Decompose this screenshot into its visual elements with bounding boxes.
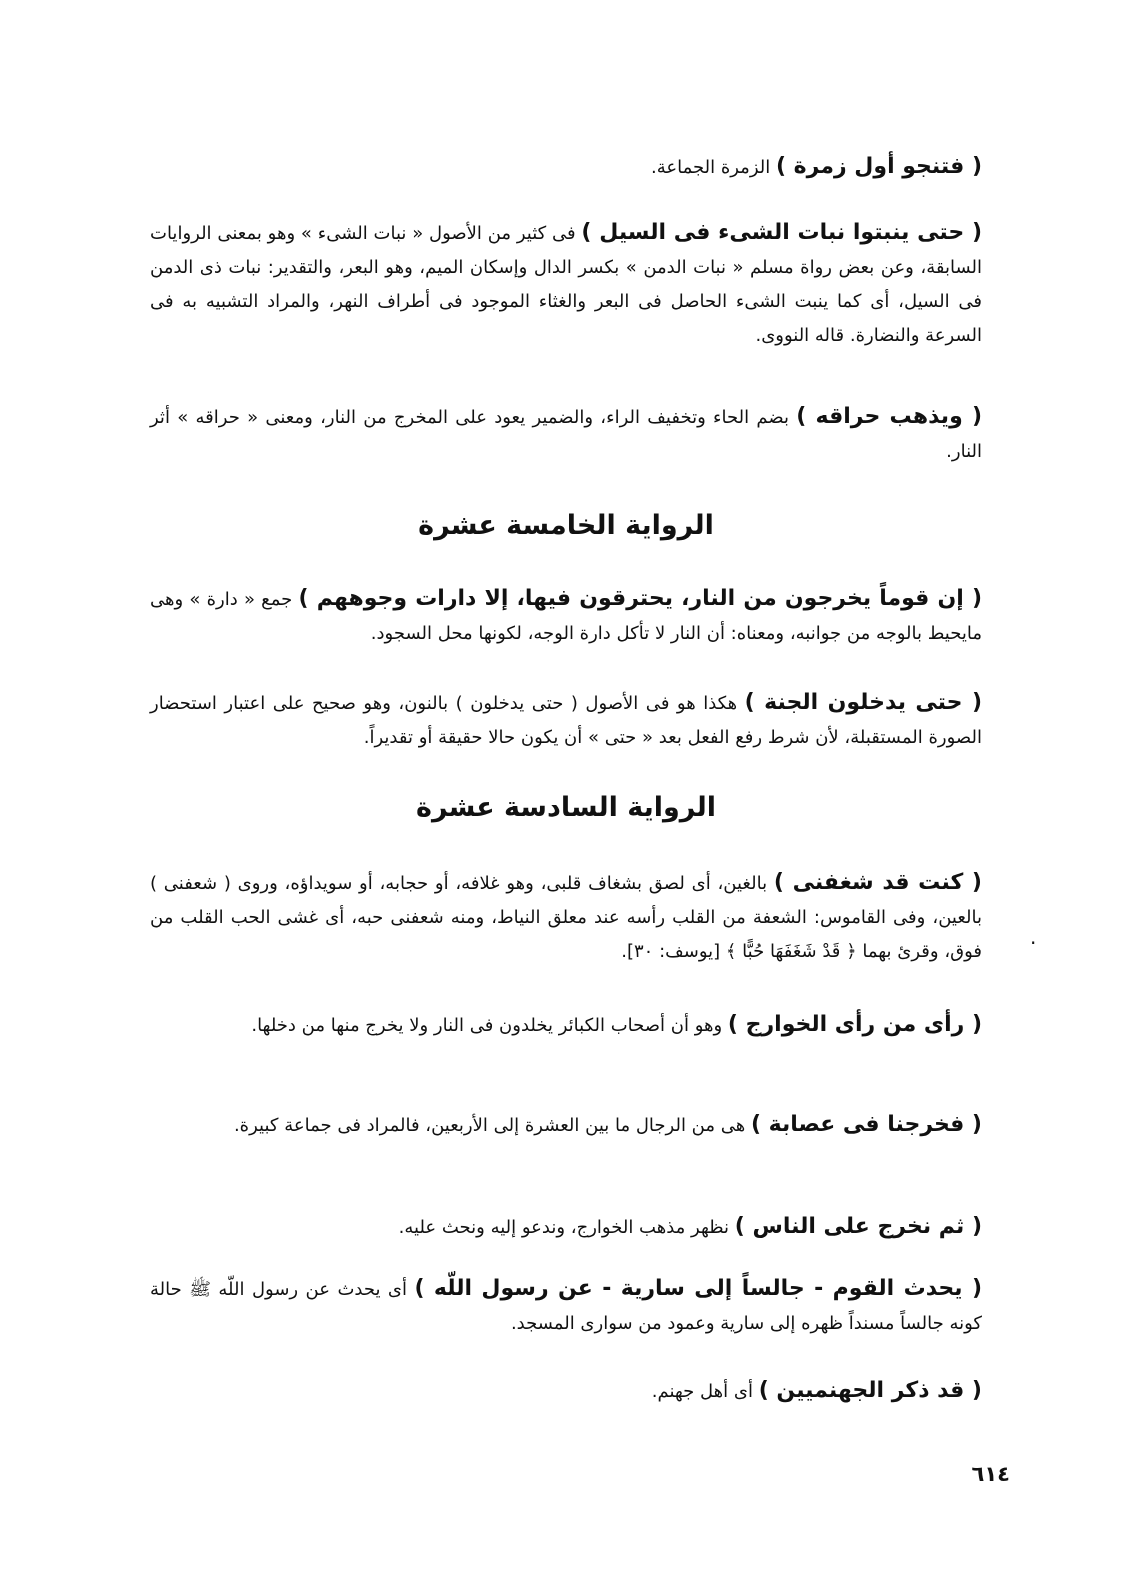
commentary: هكذا هو فى الأصول ( حتى يدخلون ) بالنون، وهو صحيح على اعتبار استحضار الصورة المستقبلة، لأن شرط رفع الفعل بعد « حتى » أن يكون حالا حقيقة أو تقديراً. [150,693,982,748]
paragraph-nabat [150,216,982,353]
paragraph-zumra [150,150,982,185]
page-number: ٦١٤ [971,1462,1010,1486]
lemma: ( حتى ينبتوا نبات الشىء فى السيل ) [581,220,983,245]
commentary: أى أهل جهنم. [651,1381,759,1402]
commentary: هى من الرجال ما بين العشرة إلى الأربعين، فالمراد فى جماعة كبيرة. [233,1115,751,1136]
lemma: ( رأى من رأى الخوارج ) [727,1012,982,1037]
paragraph-nakhruj [150,1210,982,1245]
lemma: ( حتى يدخلون الجنة ) [744,690,982,715]
commentary: نظهر مذهب الخوارج، وندعو إليه ونحث عليه. [398,1217,735,1238]
commentary: فى كثير من الأصول « نبات الشىء » وهو بمعنى الروايات السابقة، وعن بعض رواة مسلم « نبات الدمن » بكسر الدال وإسكان الميم، وهو البعر، والتقدير: نبات ذى الدمن فى السيل، أى كما ينبت الشىء الحاصل فى البعر والغثاء الموجود فى أطراف النهر، والمراد التشبيه به فى السرعة والنضارة. قاله النووى. [150,223,982,346]
paragraph-yadkhulun [150,686,982,755]
paragraph-hiraqah [150,400,982,469]
lemma: ( ويذهب حراقه ) [796,404,983,429]
paragraph-isabah [150,1108,982,1143]
section-heading-16: الرواية السادسة عشرة [416,792,716,823]
lemma: ( فتنجو أول زمرة ) [775,154,982,179]
lemma: ( فخرجنا فى عصابة ) [750,1112,982,1137]
commentary: أى يحدث عن رسول اللّه ﷺ حالة كونه جالساً مسنداً ظهره إلى سارية وعمود من سوارى المسجد. [150,1279,982,1334]
lemma: ( إن قوماً يخرجون من النار، يحترقون فيها، إلا دارات وجوههم ) [298,586,982,611]
lemma: ( ثم نخرج على الناس ) [734,1214,982,1239]
commentary: جمع « دارة » وهى مايحيط بالوجه من جوانبه، ومعناه: أن النار لا تأكل دارة الوجه، لكونها محل السجود. [150,589,982,644]
paragraph-shaghafani [150,866,982,969]
commentary: الزمرة الجماعة. [650,157,776,178]
section-heading-15: الرواية الخامسة عشرة [418,510,714,541]
lemma: ( قد ذكر الجهنميين ) [758,1378,982,1403]
commentary: بالغين، أى لصق بشغاف قلبى، وهو غلافه، أو حجابه، أو سويداؤه، وروى ( شعفنى ) بالعين، وفى القاموس: الشعفة من القلب رأسه عند معلق النياط، ومنه شعفنى حبه، أى غشى الحب القلب من فوق، وقرئ بهما ﴿ قَدْ شَغَفَهَا حُبًّا ﴾ [يوسف: ٣٠]. [150,873,982,962]
commentary: وهو أن أصحاب الكبائر يخلدون فى النار ولا يخرج منها من دخلها. [251,1015,728,1036]
lemma: ( يحدث القوم - جالساً إلى سارية - عن رسول اللّه ) [414,1276,982,1301]
paragraph-darat [150,582,982,651]
margin-dot: . [1030,925,1037,949]
paragraph-jahannamiyyin [150,1374,982,1409]
paragraph-khawarij [150,1008,982,1043]
paragraph-yuhaddith [150,1272,982,1341]
commentary: بضم الحاء وتخفيف الراء، والضمير يعود على المخرج من النار، ومعنى « حراقه » أثر النار. [150,407,982,462]
lemma: ( كنت قد شغفنى ) [773,870,982,895]
